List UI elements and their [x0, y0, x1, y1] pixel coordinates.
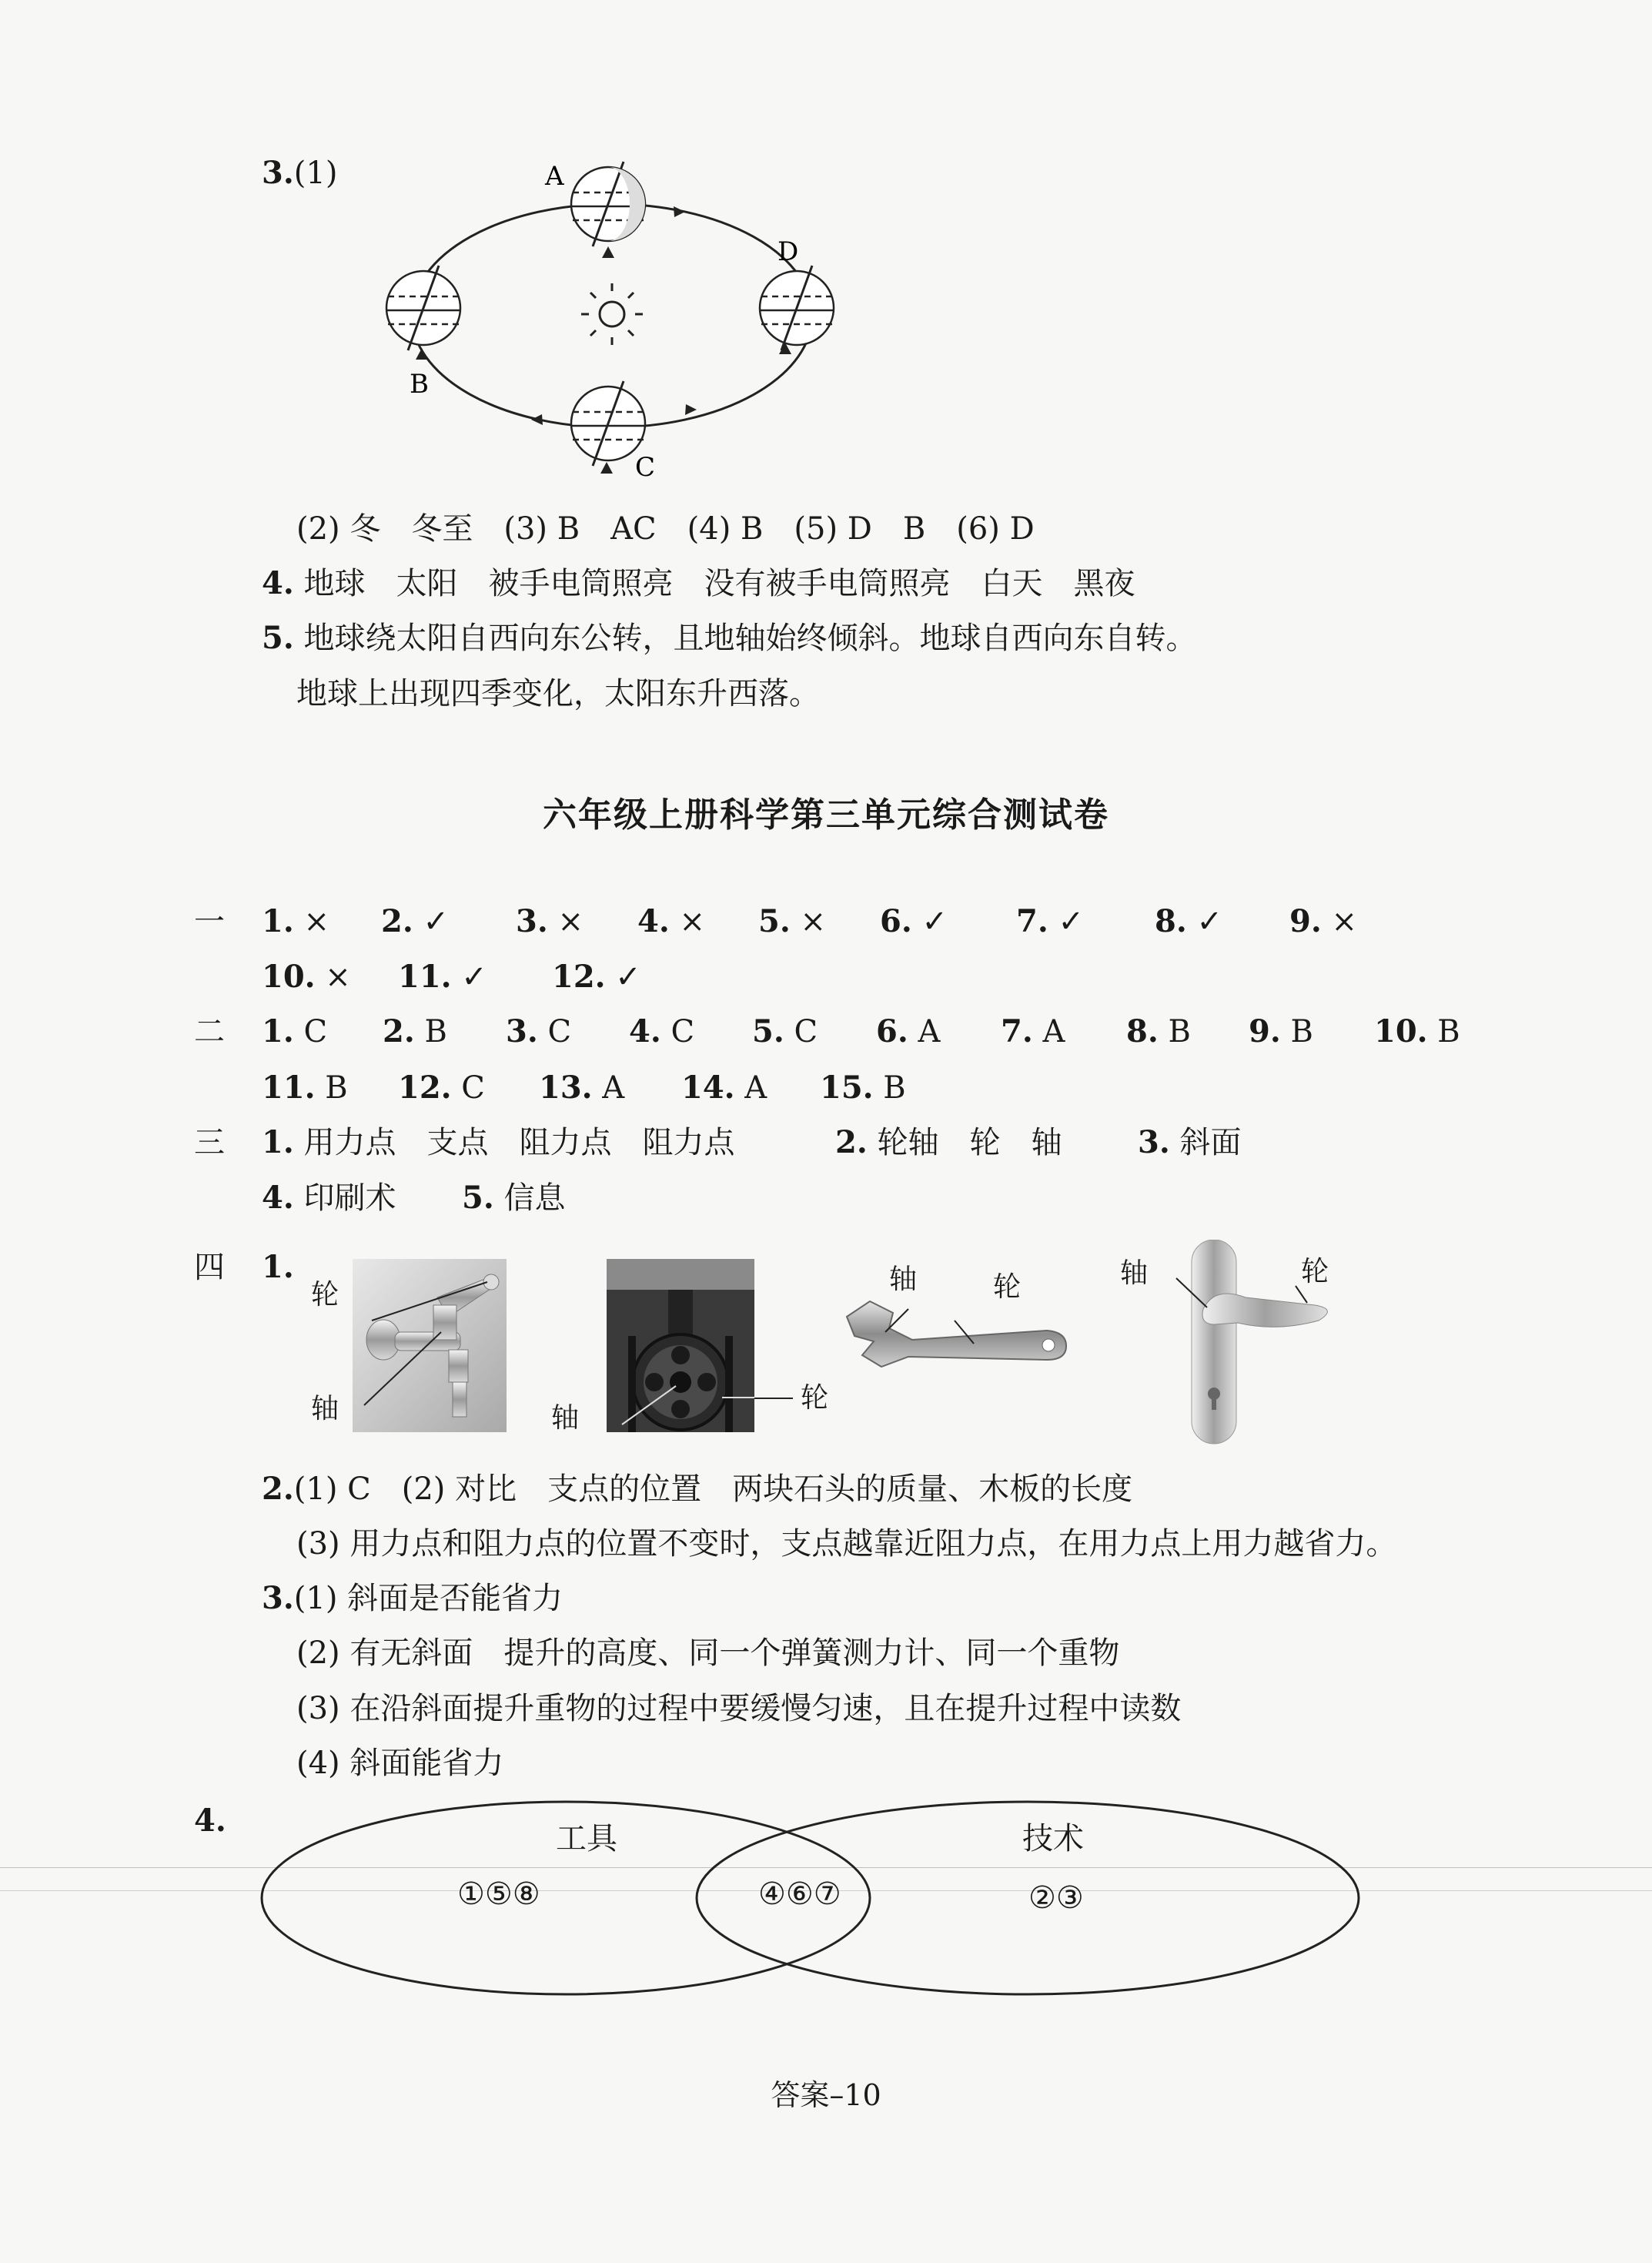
section-3-item-2: 2. 轮轴 轮 轴 [835, 1124, 1062, 1160]
venn-right-title: 技术 [1022, 1821, 1084, 1856]
answer-value: C [537, 1014, 572, 1049]
answer-number: 5. [752, 1013, 784, 1049]
answer-number: 2. [383, 1013, 415, 1049]
answer-item [1155, 902, 1222, 941]
answer-value: × [790, 904, 826, 939]
earth-c-icon [571, 381, 645, 466]
page-title: 六年级上册科学第三单元综合测试卷 [543, 795, 1109, 835]
answer-item [637, 902, 705, 941]
answer-value: ✓ [1048, 904, 1084, 939]
answer-value: C [660, 1014, 695, 1049]
answer-number: 1. [262, 1013, 294, 1049]
answer-item [752, 1013, 818, 1051]
answer-number: 9. [1249, 1013, 1281, 1049]
pulley-image [607, 1259, 754, 1432]
section-4-q1-number: 1. [262, 1249, 294, 1285]
venn-right-only: ②③ [1028, 1880, 1084, 1916]
answer-number: 5. [758, 903, 791, 939]
answer-number: 12. [552, 959, 606, 995]
answer-item [758, 902, 826, 941]
answer-value: ✓ [413, 904, 449, 939]
section-3-item-4: 4. 印刷术 [262, 1180, 396, 1216]
section-3-item-5: 5. 信息 [462, 1180, 566, 1216]
section-4-q4-number: 4. [194, 1803, 226, 1839]
section-2-row-1 [0, 1013, 1652, 1051]
answer-value: ✓ [1186, 904, 1222, 939]
answer-value: A [908, 1014, 941, 1049]
answer-item [629, 1013, 694, 1051]
door-handle-axle-label: 轴 [1120, 1257, 1149, 1289]
section-4-label: 四 [194, 1250, 225, 1285]
answer-item [1016, 902, 1084, 941]
section-1-row-2 [0, 958, 1652, 996]
answer-number: 3. [506, 1013, 538, 1049]
answer-value: × [669, 904, 705, 939]
answer-item [1289, 902, 1357, 941]
answer-number: 3. [516, 903, 548, 939]
answer-value: B [1427, 1014, 1460, 1049]
svg-text:B: B [410, 369, 429, 400]
answer-number: 8. [1126, 1013, 1159, 1049]
section-4-q3-line1: 3.(1) 斜面是否能省力 [262, 1580, 563, 1616]
answer-value: × [293, 904, 329, 939]
answer-item [398, 1069, 485, 1107]
answer-value: ✓ [605, 959, 641, 995]
svg-text:D: D [778, 236, 799, 267]
section-3-label: 三 [194, 1125, 225, 1160]
answer-number: 9. [1289, 903, 1322, 939]
section-4-q3-line2: (2) 有无斜面 提升的高度、同一个弹簧测力计、同一个重物 [296, 1635, 1120, 1671]
answer-item [1001, 1013, 1065, 1051]
answer-number: 1. [262, 903, 294, 939]
section-1-label: 一 [194, 904, 225, 939]
answer-value: A [1032, 1014, 1065, 1049]
answer-number: 7. [1016, 903, 1048, 939]
section-4-q2-line1: 2.(1) C (2) 对比 支点的位置 两块石头的质量、木板的长度 [262, 1471, 1133, 1507]
answer-item [552, 958, 641, 996]
svg-text:C: C [635, 452, 656, 483]
answer-number: 12. [398, 1070, 452, 1106]
earth-orbit-diagram [377, 146, 854, 493]
section-2-label: 二 [194, 1014, 225, 1049]
answer-value: A [734, 1070, 767, 1106]
answer-value: A [592, 1070, 625, 1106]
answer-item [820, 1069, 906, 1107]
answer-number: 11. [262, 1070, 316, 1106]
pulley-wheel-label: 轮 [801, 1382, 829, 1414]
answer-item [262, 958, 351, 996]
answer-number: 6. [880, 903, 912, 939]
wrench-axle-label: 轴 [889, 1264, 918, 1295]
answer-item [876, 1013, 940, 1051]
answer-item [262, 1069, 348, 1107]
page-number: 答案–10 [771, 2078, 881, 2112]
venn-left-only: ①⑤⑧ [457, 1876, 540, 1912]
section-2-row-2 [0, 1069, 1652, 1107]
answer-item [516, 902, 584, 941]
section-4-q3-line4: (4) 斜面能省力 [296, 1746, 504, 1781]
answer-item [880, 902, 948, 941]
venn-intersection: ④⑥⑦ [758, 1876, 841, 1912]
section-4-q3-line3: (3) 在沿斜面提升重物的过程中要缓慢匀速，且在提升过程中读数 [296, 1691, 1182, 1726]
svg-text:A: A [545, 161, 564, 192]
answer-item [381, 902, 449, 941]
answer-value: C [293, 1014, 328, 1049]
answer-item [1374, 1013, 1460, 1051]
answer-number: 15. [820, 1070, 874, 1106]
answer-item [1126, 1013, 1191, 1051]
answer-value: × [547, 904, 584, 939]
earth-a-icon [571, 162, 645, 246]
answer-value: C [451, 1070, 485, 1106]
q5-answer-line1: 5. 地球绕太阳自西向东公转，且地轴始终倾斜。地球自西向东自转。 [262, 620, 1197, 656]
answer-item [681, 1069, 767, 1107]
door-handle-wheel-label: 轮 [1301, 1256, 1329, 1287]
answer-value: ✓ [911, 904, 948, 939]
q4-answer: 4. 地球 太阳 被手电筒照亮 没有被手电筒照亮 白天 黑夜 [262, 565, 1135, 601]
answer-value: B [315, 1070, 348, 1106]
earth-d-icon [760, 266, 834, 350]
answer-value: B [1280, 1014, 1313, 1049]
answer-item [506, 1013, 571, 1051]
answer-number: 4. [637, 903, 670, 939]
section-4-q2-line2: (3) 用力点和阻力点的位置不变时，支点越靠近阻力点，在用力点上用力越省力。 [296, 1526, 1397, 1562]
answer-item [262, 902, 329, 941]
answer-item [262, 1013, 327, 1051]
answer-number: 10. [262, 959, 316, 995]
sun-icon [581, 283, 643, 345]
earth-b-icon [386, 266, 460, 350]
answer-value: C [784, 1014, 818, 1049]
answer-value: × [1321, 904, 1357, 939]
answer-number: 2. [381, 903, 413, 939]
venn-left-title: 工具 [556, 1821, 617, 1856]
answer-value: ✓ [451, 959, 487, 995]
answer-number: 4. [629, 1013, 661, 1049]
q3-heading: 3.(1) [262, 155, 338, 191]
answer-number: 13. [539, 1070, 593, 1106]
pulley-wheel-pointer [754, 1398, 793, 1399]
faucet-image [353, 1259, 507, 1432]
q5-answer-line2: 地球上出现四季变化，太阳东升西落。 [296, 676, 820, 711]
answer-number: 14. [681, 1070, 735, 1106]
answer-value: B [414, 1014, 447, 1049]
section-3-item-3: 3. 斜面 [1138, 1124, 1242, 1160]
answer-number: 6. [876, 1013, 908, 1049]
answer-item [1249, 1013, 1313, 1051]
section-3-item-1: 1. 用力点 支点 阻力点 阻力点 [262, 1124, 735, 1160]
answer-item [398, 958, 487, 996]
answer-item [383, 1013, 447, 1051]
answer-value: B [873, 1070, 906, 1106]
q3-answers: (2) 冬 冬至 (3) B AC (4) B (5) D B (6) D [296, 511, 1035, 547]
faucet-axle-label: 轴 [311, 1393, 339, 1424]
answer-item [539, 1069, 624, 1107]
answer-number: 8. [1155, 903, 1187, 939]
answer-number: 11. [398, 959, 452, 995]
wrench-image [839, 1294, 1070, 1378]
section-1-row-1 [0, 902, 1652, 941]
answer-number: 7. [1001, 1013, 1033, 1049]
answer-value: × [315, 959, 351, 995]
answer-number: 10. [1374, 1013, 1428, 1049]
pulley-axle-label: 轴 [551, 1402, 580, 1434]
faucet-wheel-label: 轮 [311, 1279, 339, 1311]
wrench-wheel-label: 轮 [993, 1271, 1022, 1303]
answer-value: B [1158, 1014, 1191, 1049]
